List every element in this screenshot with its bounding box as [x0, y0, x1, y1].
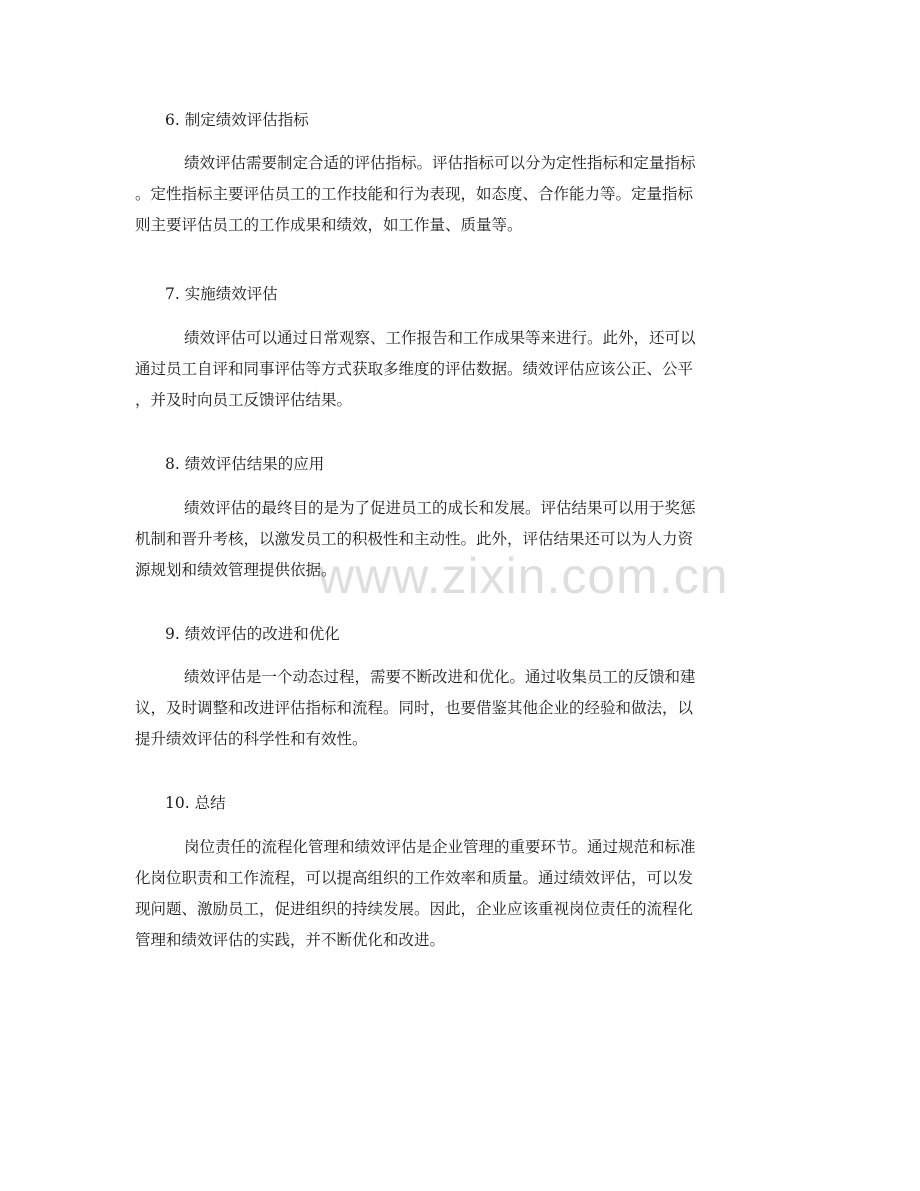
section-paragraph-7 [135, 323, 790, 416]
paragraph-line: 绩效评估可以通过日常观察、工作报告和工作成果等来进行。此外，还可以 [184, 329, 696, 347]
paragraph-line: 源规划和绩效管理提供依据。 [135, 561, 337, 579]
section-heading-9: 9. 绩效评估的改进和优化 [165, 625, 340, 643]
paragraph-line: 机制和晋升考核，以激发员工的积极性和主动性。此外，评估结果还可以为人力资 [135, 530, 694, 548]
section-heading-6: 6. 制定绩效评估指标 [165, 111, 309, 129]
paragraph-line: 绩效评估是一个动态过程，需要不断改进和优化。通过收集员工的反馈和建 [184, 668, 696, 686]
paragraph-line: 通过员工自评和同事评估等方式获取多维度的评估数据。绩效评估应该公正、公平 [135, 360, 694, 378]
paragraph-line: 化岗位职责和工作流程，可以提高组织的工作效率和质量。通过绩效评估，可以发 [135, 869, 694, 887]
section-heading-7: 7. 实施绩效评估 [165, 285, 278, 303]
paragraph-line: ，并及时向员工反馈评估结果。 [135, 391, 353, 409]
paragraph-line: 议，及时调整和改进评估指标和流程。同时，也要借鉴其他企业的经验和做法，以 [135, 699, 694, 717]
section-paragraph-10 [135, 832, 790, 956]
paragraph-line: 。定性指标主要评估员工的工作技能和行为表现，如态度、合作能力等。定量指标 [135, 185, 694, 203]
paragraph-line: 岗位责任的流程化管理和绩效评估是企业管理的重要环节。通过规范和标准 [184, 838, 696, 856]
paragraph-line: 绩效评估的最终目的是为了促进员工的成长和发展。评估结果可以用于奖惩 [184, 499, 696, 517]
paragraph-line: 现问题、激励员工，促进组织的持续发展。因此，企业应该重视岗位责任的流程化 [135, 900, 694, 918]
section-heading-8: 8. 绩效评估结果的应用 [165, 455, 325, 473]
section-paragraph-6 [135, 148, 790, 241]
watermark: www.zixin.com.cn [318, 548, 729, 604]
paragraph-line: 提升绩效评估的科学性和有效性。 [135, 730, 368, 748]
section-heading-10: 10. 总结 [165, 794, 226, 812]
paragraph-line: 管理和绩效评估的实践，并不断优化和改进。 [135, 931, 446, 949]
paragraph-line: 则主要评估员工的工作成果和绩效，如工作量、质量等。 [135, 216, 523, 234]
section-paragraph-9 [135, 662, 790, 755]
paragraph-line: 绩效评估需要制定合适的评估指标。评估指标可以分为定性指标和定量指标 [184, 154, 696, 172]
